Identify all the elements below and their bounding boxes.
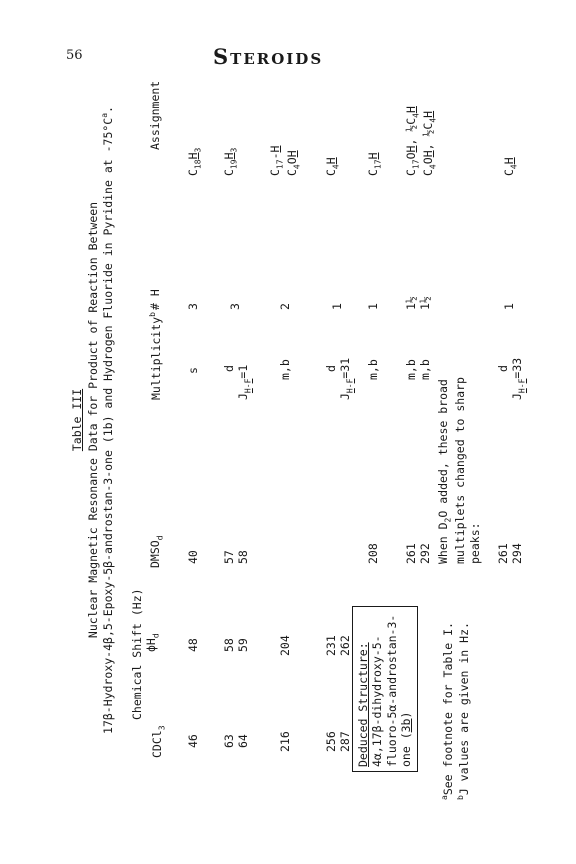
table-cell: m,b [278,359,292,380]
table-cell: 216 [278,731,292,752]
table-cell: d $J_{H-F}=31$ [324,357,355,400]
rotated-table [62,0,527,800]
table-cell: $C_4H$ [502,157,519,176]
table-cell: $C_4H$ [324,157,341,176]
d2o-note: When $D_2O$ added, these broad multiplets changed to sharp peaks: [436,377,482,564]
running-head: Steroids [213,44,324,69]
table-cell: 231 262 [324,635,353,656]
table-cell: $C_{17}-H$ $C_4OH$ [268,145,302,176]
table-label: Table III [70,388,84,452]
table-cell: 208 [366,543,380,564]
deduced-structure-box: Deduced Structure: 4α,17β-dihydroxy-5-fluoro-5α-androstan-3-one (3b) [352,606,418,772]
table-caption-line2: 17β-Hydroxy-4β,5-Epoxy-5β-androstan-3-one (1b) and Hydrogen Fluoride in Pyridine at $-75^\circ C^a$. [100,106,115,734]
table-cell: 261 294 [496,543,525,564]
table-caption-line1: Nuclear Magnetic Resonance Data for Product of Reaction Between [86,201,100,639]
table-cell: m,b m,b [404,359,433,380]
page-number: 56 [66,48,83,63]
header-phh: $\phi H_d$ [144,633,161,652]
header-chemical-shift: Chemical Shift (Hz) [130,588,144,720]
table-cell: $C_{19}H_3$ [222,147,239,176]
table-cell: 58 59 [222,638,251,652]
table-cell: 63 64 [222,734,251,748]
table-cell: 46 [186,734,200,748]
table-cell: $C_{17}H$ [366,152,383,176]
table-cell: $C_{18}H_3$ [186,147,203,176]
table-cell: 57 58 [222,550,251,564]
table-cell: 1½ 1½ [404,296,433,310]
table-cell: 2 [278,303,292,310]
header-multiplicity: Multiplicity$^b$ [148,312,163,400]
table-cell: m,b [366,359,380,380]
footnote-a: $^a$See footnote for Table I. [440,622,455,800]
table-cell: 3 [186,303,200,310]
table-cell: 1 [366,303,380,310]
table-cell: 48 [186,638,200,652]
table-cell: 204 [278,635,292,656]
table-cell: $C_{17}OH$, $\frac{1}{2}C_4H$ $C_4OH$, $\frac{1}{2}C_4H$ [404,106,438,176]
header-assignment: Assignment [148,80,162,150]
table-cell: 3 [228,303,242,310]
table-cell: 256 287 [324,731,353,752]
table-cell: d $J_{H-F}=33$ [496,357,527,400]
header-cdcl3: CDCl$_3$ [150,725,167,758]
table-cell: 1 [330,303,344,310]
table-cell: 261 292 [404,543,433,564]
table-cell: 40 [186,550,200,564]
header-num-h: # H [148,289,162,310]
header-dmso: $DMSO_d$ [148,535,165,568]
table-cell: d $J_{H-F}=1$ [222,364,253,400]
footnote-b: $^b$J values are given in Hz. [456,622,471,800]
table-cell: s [186,367,200,374]
table-cell: 1 [502,303,516,310]
